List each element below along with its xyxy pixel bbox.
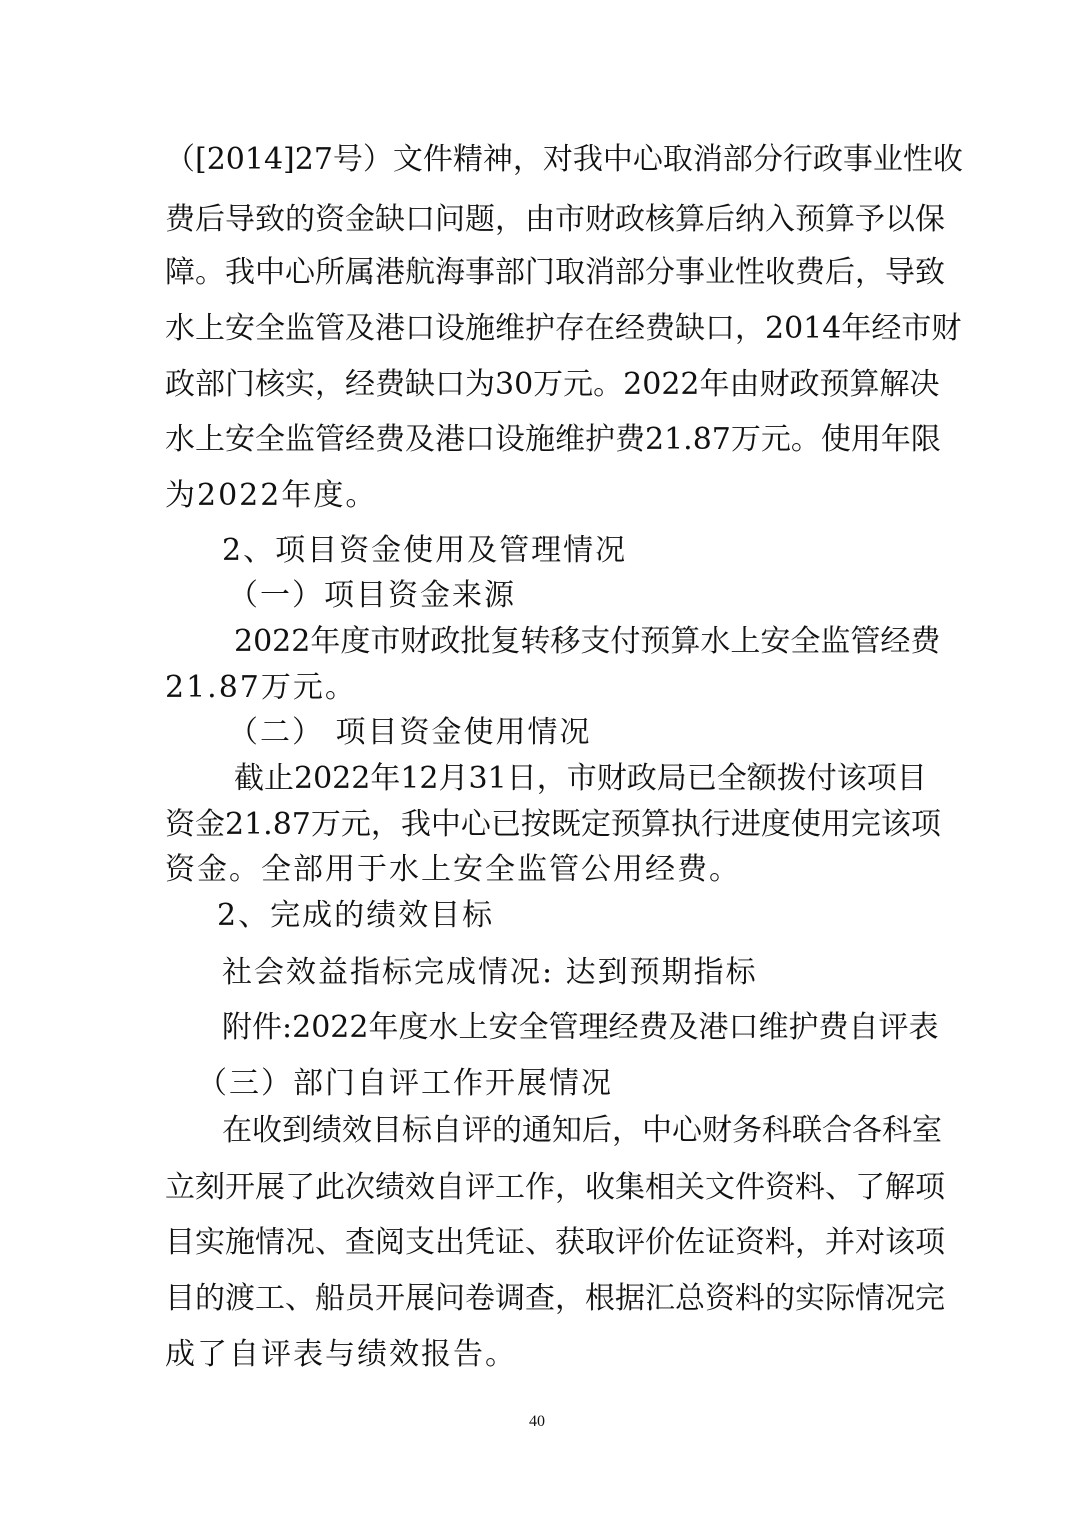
paragraph-line: 费后导致的资金缺口问题，由市财政核算后纳入预算予以保 bbox=[165, 202, 945, 237]
page-number: 40 bbox=[529, 1413, 545, 1430]
subsection-heading: （二） 项目资金使用情况 bbox=[228, 715, 592, 750]
subsection-heading: （一）项目资金来源 bbox=[228, 578, 516, 613]
paragraph-line: 目的渡工、船员开展问卷调查，根据汇总资料的实际情况完 bbox=[165, 1281, 945, 1316]
paragraph-line: 在收到绩效目标自评的通知后，中心财务科联合各科室 bbox=[222, 1113, 942, 1148]
paragraph-line: 水上安全监管及港口设施维护存在经费缺口，2014年经市财 bbox=[165, 311, 962, 346]
paragraph-line: 水上安全监管经费及港口设施维护费21.87万元。使用年限 bbox=[165, 422, 941, 457]
paragraph-line: 障。我中心所属港航海事部门取消部分事业性收费后，导致 bbox=[165, 255, 945, 290]
attachment-line: 附件:2022年度水上安全管理经费及港口维护费自评表 bbox=[222, 1010, 939, 1045]
section-heading: 2、完成的绩效目标 bbox=[217, 898, 495, 933]
subsection-heading: （三）部门自评工作开展情况 bbox=[197, 1066, 613, 1101]
paragraph-line: 2022年度市财政批复转移支付预算水上安全监管经费 bbox=[234, 624, 941, 659]
paragraph-line: 资金。全部用于水上安全监管公用经费。 bbox=[165, 852, 741, 887]
section-heading: 2、项目资金使用及管理情况 bbox=[222, 533, 628, 568]
paragraph-line: 为2022年度。 bbox=[165, 478, 378, 513]
paragraph-line: （[2014]27号）文件精神，对我中心取消部分行政事业性收 bbox=[165, 142, 963, 177]
paragraph-line: 立刻开展了此次绩效自评工作，收集相关文件资料、了解项 bbox=[165, 1170, 945, 1205]
paragraph-line: 资金21.87万元，我中心已按既定预算执行进度使用完该项 bbox=[165, 807, 941, 842]
paragraph-line: 目实施情况、查阅支出凭证、获取评价佐证资料，并对该项 bbox=[165, 1225, 945, 1260]
paragraph-line: 截止2022年12月31日，市财政局已全额拨付该项目 bbox=[234, 761, 927, 796]
paragraph-line: 社会效益指标完成情况: 达到预期指标 bbox=[222, 955, 758, 990]
paragraph-line: 21.87万元。 bbox=[165, 670, 357, 705]
paragraph-line: 成了自评表与绩效报告。 bbox=[165, 1337, 517, 1372]
paragraph-line: 政部门核实，经费缺口为30万元。2022年由财政预算解决 bbox=[165, 367, 940, 402]
